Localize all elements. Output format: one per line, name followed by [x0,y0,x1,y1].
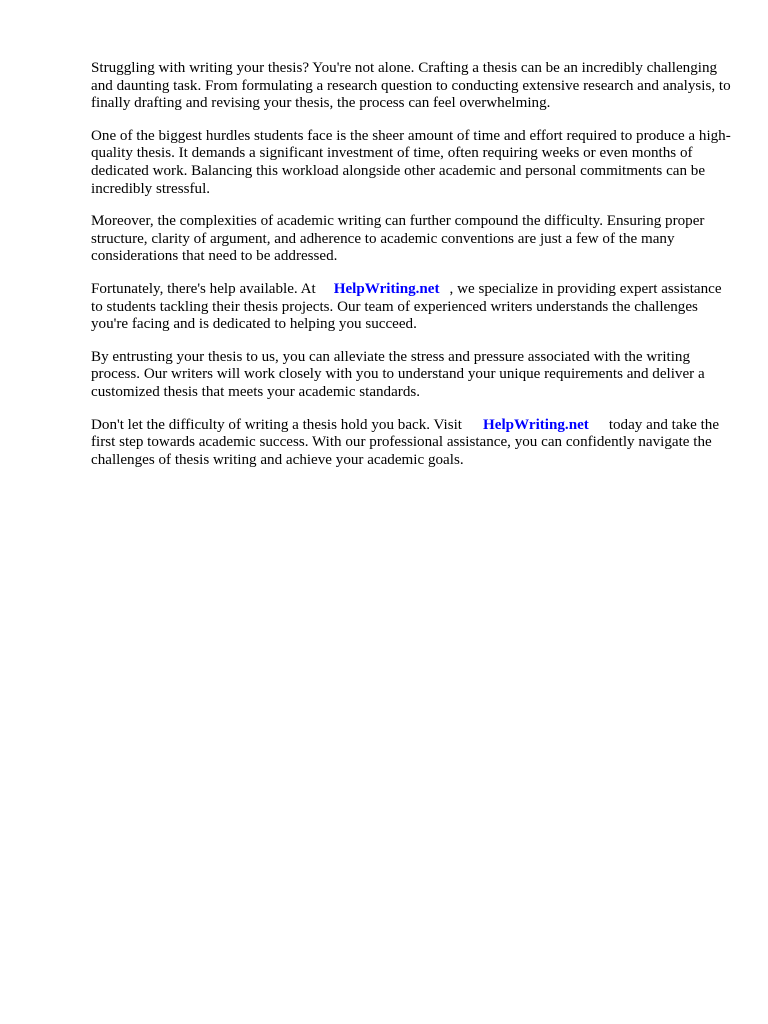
paragraph-hurdles: One of the biggest hurdles students face is the sheer amount of time and effort required to produce a high-quality thesis. It demands a significant investment of time, often requiring weeks or even months of dedicated work. Balancing this workload alongside other academic and personal commitments can be incredibly stressful. [91,127,731,197]
paragraph-help-text-after: , we specialize in providing expert assistance to students tackling their thesis projects. Our team of experienced writers understands the challenges you're facing and is dedicated to helping you succeed. [91,280,722,333]
paragraph-help-available [91,281,731,334]
paragraph-intro: Struggling with writing your thesis? You're not alone. Crafting a thesis can be an incredibly challenging and daunting task. From formulating a research question to conducting extensive research and analysis, to finally drafting and revising your thesis, the process can feel overwhelming. [91,60,731,112]
paragraph-cta-text-before: Don't let the difficulty of writing a thesis hold you back. Visit [91,416,463,433]
document-body [91,60,731,484]
paragraph-call-to-action [91,417,731,470]
helpwriting-link[interactable]: HelpWriting.net [333,280,440,297]
paragraph-help-text-before: Fortunately, there's help available. At [91,280,316,297]
helpwriting-visit-link[interactable]: HelpWriting.net [483,416,589,433]
paragraph-complexities: Moreover, the complexities of academic writing can further compound the difficulty. Ensuring proper structure, clarity of argument, and adherence to academic conventions are just a few of the many considerations that need to be addressed. [91,213,705,265]
paragraph-entrusting: By entrusting your thesis to us, you can alleviate the stress and pressure associated with the writing process. Our writers will work closely with you to understand your unique requirements and deliver a customized thesis that meets your academic standards. [91,348,705,400]
paragraph-cta-text-after: today and take the first step towards academic success. With our professional assistance, you can confidently navigate the challenges of thesis writing and achieve your academic goals. [91,416,720,468]
